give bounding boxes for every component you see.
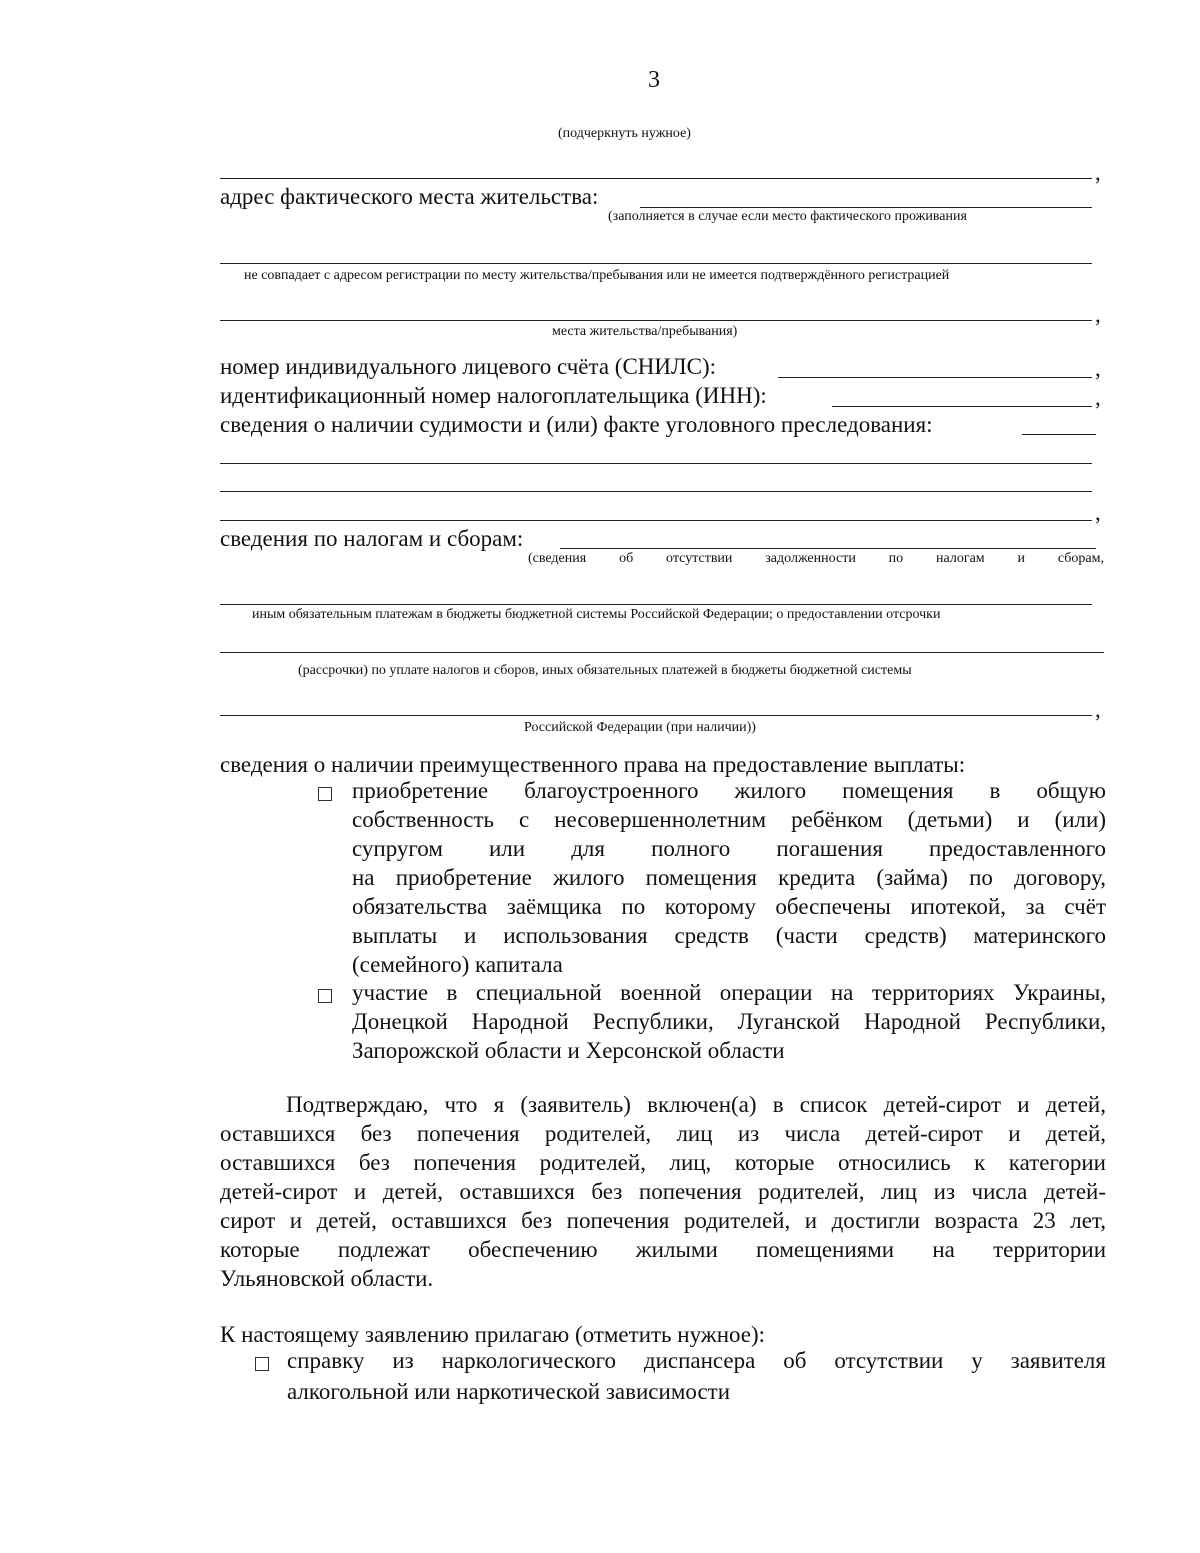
priority-option-line: (семейного) капитала — [352, 952, 563, 977]
taxes-field[interactable] — [560, 548, 1096, 549]
actual-address-label: адрес фактического места жительства: — [220, 184, 599, 209]
inn-label: идентификационный номер налогоплательщика (ИНН): — [220, 383, 767, 408]
criminal-label: сведения о наличии судимости и (или) факте уголовного преследования: — [220, 412, 933, 437]
priority-checkbox-housing[interactable] — [318, 787, 332, 801]
priority-checkbox-svo[interactable] — [318, 989, 332, 1003]
taxes-label: сведения по налогам и сборам: — [220, 526, 524, 551]
confirm-line: детей-сирот и детей, оставшихся без попечения родителей, лиц из числа детей- — [220, 1179, 1106, 1204]
criminal-field[interactable] — [1022, 434, 1096, 435]
priority-option-line: собственность с несовершеннолетним ребёнком (детьми) и (или) — [352, 807, 1106, 832]
comma: , — [1095, 385, 1101, 410]
attach-option-line: алкогольной или наркотической зависимости — [287, 1379, 731, 1404]
priority-option-line: участие в специальной военной операции на территориях Украины, — [352, 980, 1106, 1005]
snils-label: номер индивидуального лицевого счёта (СНИЛС): — [220, 354, 717, 379]
priority-option-line: приобретение благоустроенного жилого помещения в общую — [352, 778, 1106, 803]
priority-option-line: на приобретение жилого помещения кредита (займа) по договору, — [352, 865, 1106, 890]
blank-line[interactable] — [220, 652, 1104, 653]
attach-checkbox-narcology[interactable] — [255, 1357, 269, 1371]
comma: , — [1095, 697, 1101, 722]
attach-label: К настоящему заявлению прилагаю (отметить нужное): — [220, 1322, 766, 1347]
inn-field[interactable] — [832, 406, 1092, 407]
priority-option-line: Донецкой Народной Республики, Луганской Народной Республики, — [352, 1009, 1106, 1034]
comma: , — [1095, 356, 1101, 381]
blank-line[interactable] — [220, 715, 1092, 716]
comma: , — [1095, 160, 1101, 185]
actual-address-field[interactable] — [640, 207, 1092, 208]
taxes-note: (рассрочки) по уплате налогов и сборов, иных обязательных платежей в бюджеты бюджетной системы — [298, 663, 912, 678]
underline-hint: (подчеркнуть нужное) — [558, 126, 691, 141]
confirm-line: оставшихся без попечения родителей, лиц из числа детей-сирот и детей, — [220, 1121, 1106, 1146]
actual-address-note: (заполняется в случае если место фактического проживания — [608, 209, 967, 224]
priority-option-line: выплаты и использования средств (части средств) материнского — [352, 923, 1106, 948]
confirm-line: оставшихся без попечения родителей, лиц, которые относились к категории — [220, 1150, 1106, 1175]
blank-line[interactable] — [220, 491, 1092, 492]
actual-address-note: не совпадает с адресом регистрации по месту жительства/пребывания или не имеется подтверждённого регистрацией — [244, 268, 950, 283]
blank-line[interactable] — [220, 604, 1092, 605]
comma: , — [1095, 500, 1101, 525]
taxes-note: Российской Федерации (при наличии)) — [524, 720, 756, 735]
taxes-note: иным обязательным платежам в бюджеты бюджетной системы Российской Федерации; о предоставлении отсрочки — [252, 607, 941, 622]
snils-field[interactable] — [778, 377, 1092, 378]
attach-option-line: справку из наркологического диспансера об отсутствии у заявителя — [287, 1348, 1106, 1373]
blank-line[interactable] — [220, 520, 1092, 521]
priority-option-line: супругом или для полного погашения предоставленного — [352, 836, 1106, 861]
blank-line[interactable] — [220, 463, 1092, 464]
blank-line[interactable] — [220, 263, 1092, 264]
page-number: 3 — [648, 67, 660, 93]
confirm-line: сирот и детей, оставшихся без попечения родителей, и достигли возраста 23 лет, — [220, 1208, 1106, 1233]
actual-address-note: места жительства/пребывания) — [552, 324, 738, 339]
blank-line[interactable] — [220, 320, 1092, 321]
priority-option-line: обязательства заёмщика по которому обеспечены ипотекой, за счёт — [352, 894, 1106, 919]
confirm-line: Ульяновской области. — [220, 1266, 434, 1291]
comma: , — [1095, 302, 1101, 327]
confirm-line: Подтверждаю, что я (заявитель) включен(а) в список детей-сирот и детей, — [286, 1092, 1106, 1117]
priority-option-line: Запорожской области и Херсонской области — [352, 1038, 785, 1063]
priority-label: сведения о наличии преимущественного права на предоставление выплаты: — [220, 752, 966, 777]
blank-line[interactable] — [220, 178, 1092, 179]
confirm-line: которые подлежат обеспечению жилыми помещениями на территории — [220, 1237, 1106, 1262]
taxes-note: (сведения об отсутствии задолженности по налогам и сборам, — [528, 551, 1104, 566]
